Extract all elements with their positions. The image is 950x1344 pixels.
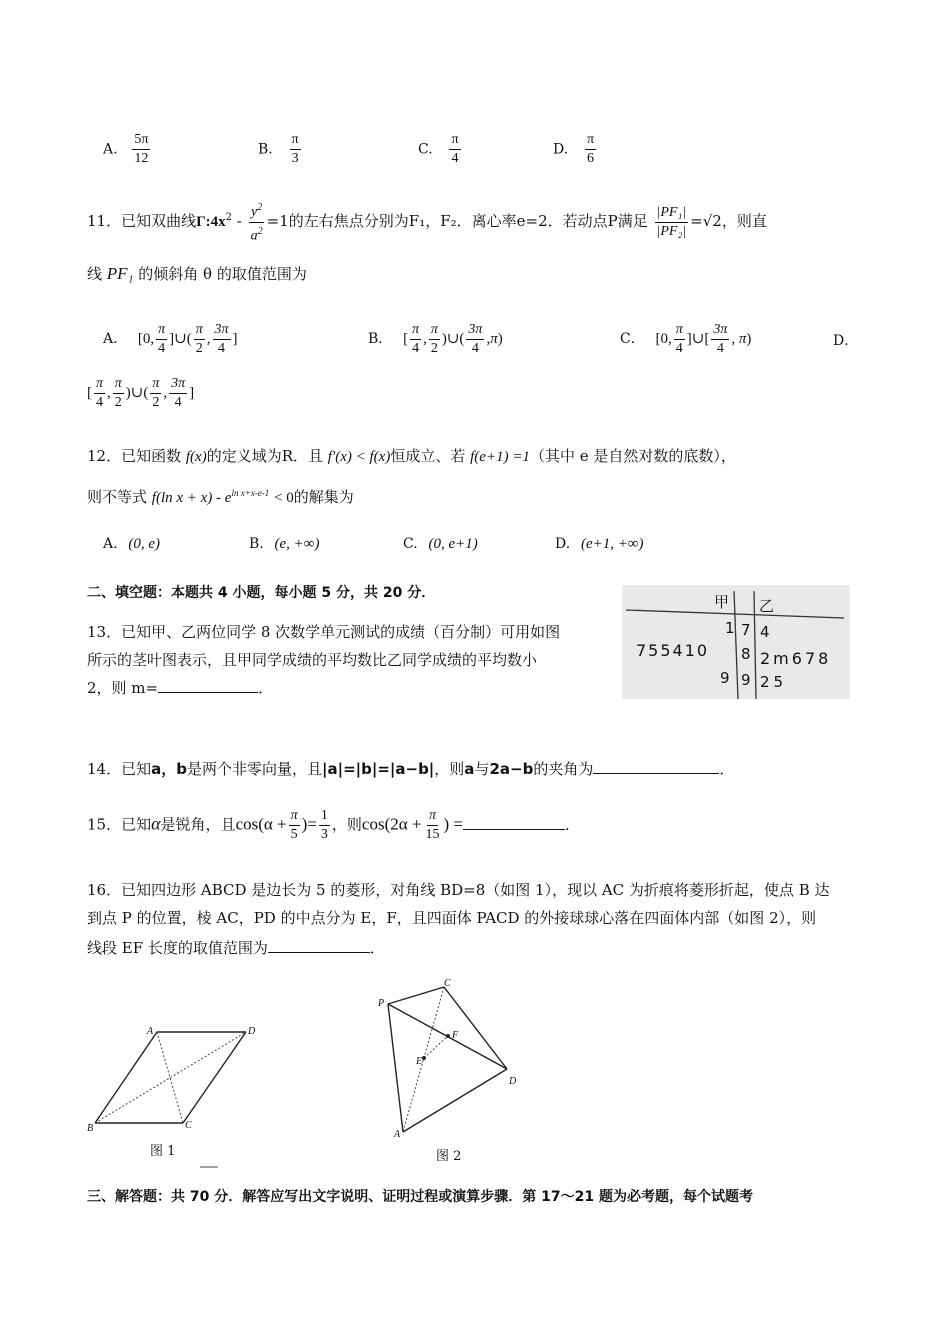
fig2-edge-da [403, 1069, 507, 1132]
q11-frac-den: a [250, 228, 258, 244]
section3-heading: 三、解答题：共 70 分．解答应写出文字说明、证明过程或演算步骤．第 17～21 题为必考题，每个试题考 [87, 1189, 753, 1205]
q10-d-num: π [585, 132, 596, 150]
q11-minus: - [236, 212, 242, 231]
q15-frac2 [319, 808, 330, 843]
fig1-label-a: A [147, 1026, 154, 1037]
q12-ineq: f(ln x + x) - e [151, 490, 232, 506]
q10-d-den: 6 [587, 151, 594, 166]
q12-option-d [555, 531, 644, 556]
q10-a-den: 12 [134, 151, 149, 166]
q15-eq2: ) = [443, 814, 463, 834]
q15-frac3 [424, 808, 442, 843]
q14-text-d: 与 [474, 760, 490, 778]
q11-line2a: 线 [87, 265, 103, 283]
q13-answer-blank[interactable] [158, 676, 258, 693]
stem-leaf-row3-right: 25 [760, 673, 788, 691]
fig2-edge-pa [388, 1004, 403, 1132]
q10-option-c [418, 132, 463, 167]
fig2-label-d: D [509, 1076, 517, 1087]
fig2-edge-cd [444, 987, 507, 1069]
q16-line3a: 线段 EF 长度的取值范围为 [87, 939, 268, 957]
figure1-rhombus [80, 1015, 280, 1175]
stem-leaf-head-right: 乙 [759, 597, 775, 615]
q15-answer-blank[interactable] [463, 813, 565, 830]
q13-line3b: ． [258, 679, 274, 697]
q12-c-label: C. [403, 536, 418, 552]
q12-fprime: f′(x) < f(x) [327, 449, 391, 465]
q12-option-b [249, 531, 320, 556]
q16-line2: 到点 P 的位置，棱 AC，PD 的中点分为 E，F，且四面体 PACD 的外接球球心落在四面体内部（如图 2），则 [87, 909, 817, 927]
q14-cond: |a|=|b|=|a−b| [321, 760, 435, 778]
q12-b-label: B. [249, 536, 264, 552]
stem-leaf-row1-right: 4 [760, 623, 770, 641]
fig1-label-d: D [248, 1026, 256, 1037]
q12-b-val: (e, +∞) [274, 536, 320, 552]
q10-d-label: D. [553, 141, 569, 158]
q15-cos2: cos(2α + [361, 814, 422, 834]
fig2-label-f: F [452, 1030, 459, 1041]
q11-frac-num: y [251, 204, 258, 220]
q10-option-a [103, 132, 152, 167]
q15-f3-num: π [427, 808, 438, 826]
fig1-diag-ac [157, 1032, 183, 1123]
stem-leaf-row2-mid: 8 [741, 645, 751, 663]
q15-cos1: cos(α + [235, 814, 287, 834]
q10-b-den: 3 [291, 151, 299, 166]
fig2-edge-pc [388, 987, 444, 1004]
q10-option-d [553, 132, 598, 167]
q15-end: ． [565, 815, 581, 834]
q12-d-val: (e+1, +∞) [580, 536, 644, 552]
q13-line2: 所示的茎叶图表示，且甲同学成绩的平均数比乙同学成绩的平均数小 [87, 651, 538, 669]
q15-f2-den: 3 [320, 827, 328, 842]
fig2-label-a: A [394, 1129, 401, 1140]
fig1-label-c: C [185, 1120, 192, 1131]
q15-f1-den: 5 [290, 827, 298, 842]
q15-frac1 [289, 808, 300, 843]
fig2-point-e [422, 1056, 426, 1060]
fig2-seg-ef [424, 1036, 448, 1058]
q15-text-a: 15．已知 [87, 815, 152, 834]
q10-b-frac [290, 132, 301, 167]
q16-line3b: ． [369, 939, 385, 957]
stem-leaf-row3-left: 9 [720, 669, 730, 687]
q11-line2 [87, 262, 307, 286]
q15-eq: )= [301, 814, 317, 834]
q15-alpha: α [151, 813, 161, 834]
stem-leaf-row1-mid: 7 [741, 621, 751, 639]
figure2-tetrahedron [370, 980, 530, 1150]
fig2-label-e: E [416, 1056, 423, 1067]
stem-leaf-row2-right: 2m678 [760, 649, 832, 668]
q15-text-b: 是锐角，且 [160, 815, 236, 834]
q11-gamma: Γ:4x [196, 214, 226, 231]
q16-answer-blank[interactable] [268, 936, 370, 953]
q11-option-a [103, 322, 238, 357]
q14-ab: a，b [151, 760, 187, 778]
q10-a-frac [132, 132, 150, 167]
q15-f2-num: 1 [319, 808, 330, 826]
q11-b-label: B． [368, 330, 393, 347]
q12-option-a [103, 531, 160, 556]
q12-fe1: f(e+1) =1 [470, 449, 530, 465]
q11-mid: 的左右焦点分别为F₁，F₂．离心率e=2．若动点P满足 [288, 212, 648, 231]
fig1-caption: 图 1 [150, 1144, 176, 1159]
fig1-label-b: B [87, 1123, 94, 1134]
q14-a: a [464, 760, 475, 778]
q12-line1a: 12．已知函数 [87, 447, 182, 465]
q12-exp: ln x+x-e-1 [231, 488, 270, 498]
q15-line [87, 808, 580, 843]
q10-b-num: π [290, 132, 301, 150]
q11-ratio-den: |PF₂| [656, 223, 687, 239]
q10-b-label: B. [258, 141, 273, 158]
q12-fx: f(x) [185, 449, 207, 465]
q16-line3 [87, 936, 385, 960]
q16-line1: 16．已知四边形 ABCD 是边长为 5 的菱形，对角线 BD=8（如图 1），现以 AC 为折痕将菱形折起，使点 B 达 [87, 881, 830, 899]
q11-d-label: D． [833, 333, 859, 349]
q14-answer-blank[interactable] [593, 757, 719, 774]
q12-line2b: 的解集为 [293, 488, 354, 506]
q11-sqrt2: =√2 [690, 212, 722, 231]
section2-heading: 二、填空题：本题共 4 小题，每小题 5 分，共 20 分． [87, 585, 436, 601]
fig2-point-f [446, 1034, 450, 1038]
q14-text-b: 是两个非零向量，且 [186, 760, 322, 778]
q10-option-b [258, 132, 303, 167]
q12-d-label: D. [555, 536, 571, 552]
q12-line2a: 则不等式 [87, 488, 148, 506]
q10-d-frac [585, 132, 596, 167]
q11-lead: 11．已知双曲线 [87, 212, 197, 231]
q11-sup2: 2 [225, 212, 233, 224]
q11-eq1: =1 [266, 212, 289, 231]
q11-c-expr: [0, $\frac{\pi}{4}$ ]∪[ $\frac{3\pi}{4}$ , π) [655, 322, 752, 356]
q11-frac: $\frac{y^2}{a^2}$ [250, 202, 263, 244]
q13-line3 [87, 676, 273, 700]
q14-line [87, 757, 734, 781]
fig1-edge-ab [95, 1032, 157, 1123]
q10-c-den: 4 [451, 151, 459, 166]
q14-text-a: 14．已知 [87, 760, 152, 778]
fig2-label-p: P [378, 998, 385, 1009]
q14-text-e: 的夹角为 [533, 760, 594, 778]
q12-a-label: A. [103, 536, 118, 552]
fig1-diag-bd [95, 1032, 246, 1123]
q13-line3a: 2，则 m= [87, 679, 159, 697]
q11-option-d [833, 328, 858, 353]
fig1-edge-cd [183, 1032, 246, 1123]
q11-line2b: 的倾斜角 θ 的取值范围为 [138, 265, 307, 283]
q15-text-c: ，则 [331, 815, 362, 834]
q12-line1b: 的定义域为R．且 [206, 447, 323, 465]
q11-line1 [87, 200, 767, 244]
q12-ineq-tail: < 0 [274, 490, 294, 506]
q12-c-val: (0, e+1) [428, 536, 478, 552]
stem-leaf-row3-mid: 9 [741, 671, 751, 689]
q11-a-label: A． [103, 330, 128, 347]
q12-line1 [87, 444, 736, 469]
q15-f1-num: π [289, 808, 300, 826]
q10-c-label: C. [418, 141, 433, 158]
q11-ratio [655, 205, 689, 240]
fig2-caption: 图 2 [436, 1149, 462, 1164]
q14-text-c: ，则 [434, 760, 465, 778]
q14-expr: 2a−b [489, 760, 534, 778]
q11-tail: ，则直 [721, 212, 767, 231]
q11-option-b [368, 322, 503, 357]
q11-option-d-expr: [ $\frac{\pi}{4}$ , $\frac{\pi}{2}$ )∪( $\frac{\pi}{2}$ , $\frac{3\pi}{4}$ ] [87, 376, 195, 410]
q12-line1c: 恒成立、若 [390, 447, 466, 465]
fig2-label-c: C [444, 978, 451, 989]
q11-b-expr: [ $\frac{\pi}{4}$ , $\frac{\pi}{2}$ )∪( $\frac{3\pi}{4}$ ,π) [403, 322, 503, 356]
q11-c-label: C． [620, 330, 645, 347]
q10-a-num: 5π [132, 132, 150, 150]
q10-c-frac [449, 132, 460, 167]
q11-option-c [620, 322, 751, 357]
q11-pf1: PF₁ [106, 264, 134, 283]
stem-leaf-left-divider [734, 591, 738, 699]
q11-a-expr: [0, $\frac{\pi}{4}$ ]∪( $\frac{\pi}{2}$ , $\frac{3\pi}{4}$ ] [137, 322, 238, 356]
q10-c-num: π [449, 132, 460, 150]
q15-f3-den: 15 [425, 827, 440, 842]
q10-a-label: A. [103, 141, 118, 158]
q12-option-c [403, 531, 478, 556]
stem-leaf-right-divider [754, 591, 756, 699]
stem-leaf-row1-stem: 1 [725, 619, 735, 637]
stem-leaf-head-left: 甲 [714, 593, 730, 611]
q12-line1d: （其中 e 是自然对数的底数）， [529, 447, 736, 465]
stem-leaf-figure [622, 585, 850, 699]
q11-ratio-num: |PF₁| [655, 205, 689, 223]
q12-a-val: (0, e) [128, 536, 160, 552]
stem-leaf-row2-left: 755410 [636, 641, 710, 660]
q14-end: ． [719, 760, 735, 778]
q12-line2 [87, 481, 354, 510]
q13-line1: 13．已知甲、乙两位同学 8 次数学单元测试的成绩（百分制）可用如图 [87, 623, 561, 641]
